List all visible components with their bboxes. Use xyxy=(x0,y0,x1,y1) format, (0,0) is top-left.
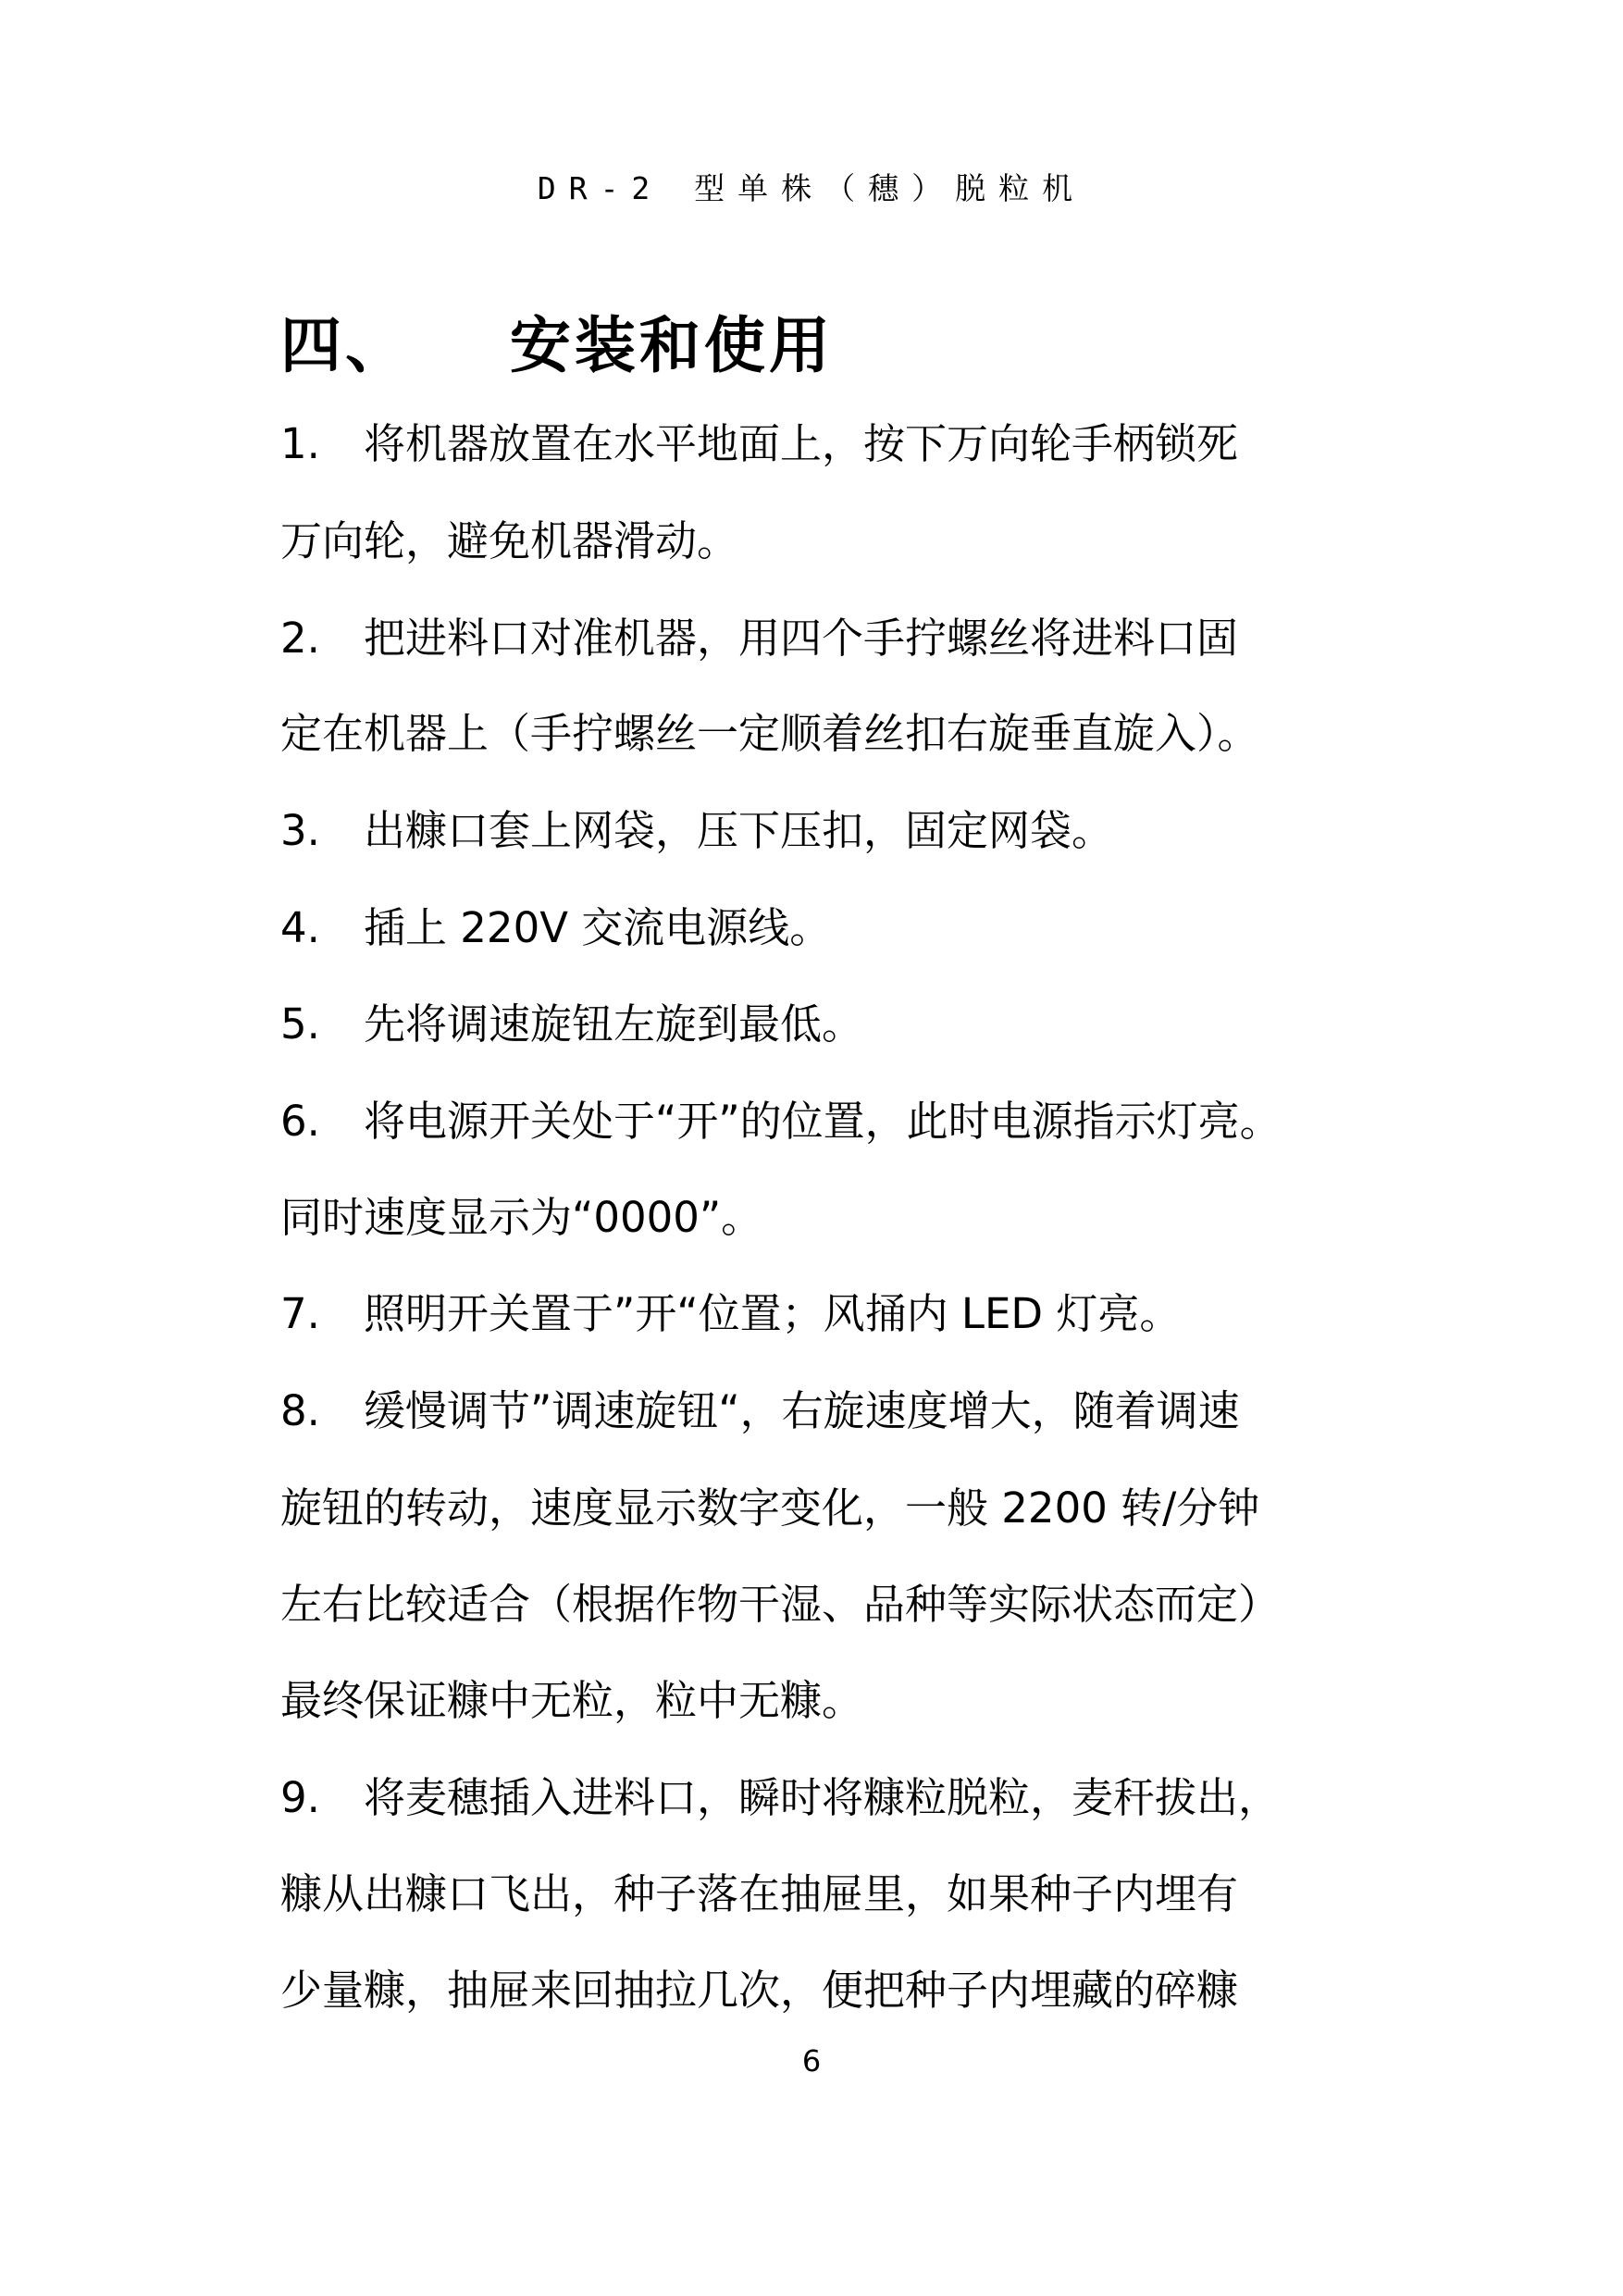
list-item-number: 4. xyxy=(280,903,320,952)
list-item-1-line-2: 万向轮，避免机器滑动。 xyxy=(280,516,739,565)
list-item-8-line-3: 左右比较适合（根据作物干湿、品种等实际状态而定） xyxy=(280,1580,1281,1629)
page-number: 6 xyxy=(801,2043,822,2079)
list-item-number: 5. xyxy=(280,999,320,1049)
list-item-2-line-2: 定在机器上（手拧螺丝一定顺着丝扣右旋垂直旋入）。 xyxy=(280,709,1259,758)
running-header: DR-2 型单株（穗）脱粒机 xyxy=(537,170,1086,206)
list-item-3-line-1 xyxy=(280,803,1113,859)
list-item-text: 先将调速旋钮左旋到最低。 xyxy=(364,999,864,1049)
list-item-1-line-1 xyxy=(280,416,1238,472)
list-item-9-line-3: 少量糠，抽屉来回抽拉几次，便把种子内埋藏的碎糠 xyxy=(280,1966,1239,2015)
list-item-text: 出糠口套上网袋，压下压扣，固定网袋。 xyxy=(364,806,1114,855)
list-item-5-line-1 xyxy=(280,997,863,1052)
list-item-number: 1. xyxy=(280,419,320,468)
list-item-8-line-2: 旋钮的转动，速度显示数字变化，一般 2200 转/分钟 xyxy=(280,1483,1260,1533)
section-title: 四、 安装和使用 xyxy=(280,310,834,381)
list-item-text: 将机器放置在水平地面上，按下万向轮手柄锁死 xyxy=(364,419,1239,468)
list-item-text: 插上 220V 交流电源线。 xyxy=(364,903,832,952)
list-item-number: 7. xyxy=(280,1289,320,1338)
list-item-number: 2. xyxy=(280,614,320,663)
list-item-7-line-1 xyxy=(280,1286,1181,1342)
list-item-text: 将麦穗插入进料口，瞬时将糠粒脱粒，麦秆拔出， xyxy=(364,1773,1281,1822)
list-item-9-line-2: 糠从出糠口飞出，种子落在抽屉里，如果种子内埋有 xyxy=(280,1869,1239,1918)
list-item-number: 8. xyxy=(280,1386,320,1435)
list-item-text: 缓慢调节”调速旋钮“，右旋速度增大，随着调速 xyxy=(364,1386,1240,1435)
list-item-6-line-1 xyxy=(280,1094,1282,1149)
list-item-4-line-1 xyxy=(280,900,831,956)
list-item-number: 6. xyxy=(280,1097,320,1146)
list-item-number: 9. xyxy=(280,1773,320,1822)
list-item-9-line-1 xyxy=(280,1770,1280,1826)
list-item-2-line-1 xyxy=(280,611,1238,666)
list-item-number: 3. xyxy=(280,806,320,855)
list-item-text: 照明开关置于”开“位置；风捅内 LED 灯亮。 xyxy=(364,1289,1182,1338)
list-item-text: 把进料口对准机器，用四个手拧螺丝将进料口固 xyxy=(364,614,1239,663)
list-item-text: 将电源开关处于“开”的位置，此时电源指示灯亮。 xyxy=(364,1097,1282,1146)
list-item-6-line-2: 同时速度显示为“0000”。 xyxy=(280,1193,763,1242)
list-item-8-line-1 xyxy=(280,1384,1240,1439)
list-item-8-line-4: 最终保证糠中无粒，粒中无糠。 xyxy=(280,1676,864,1725)
